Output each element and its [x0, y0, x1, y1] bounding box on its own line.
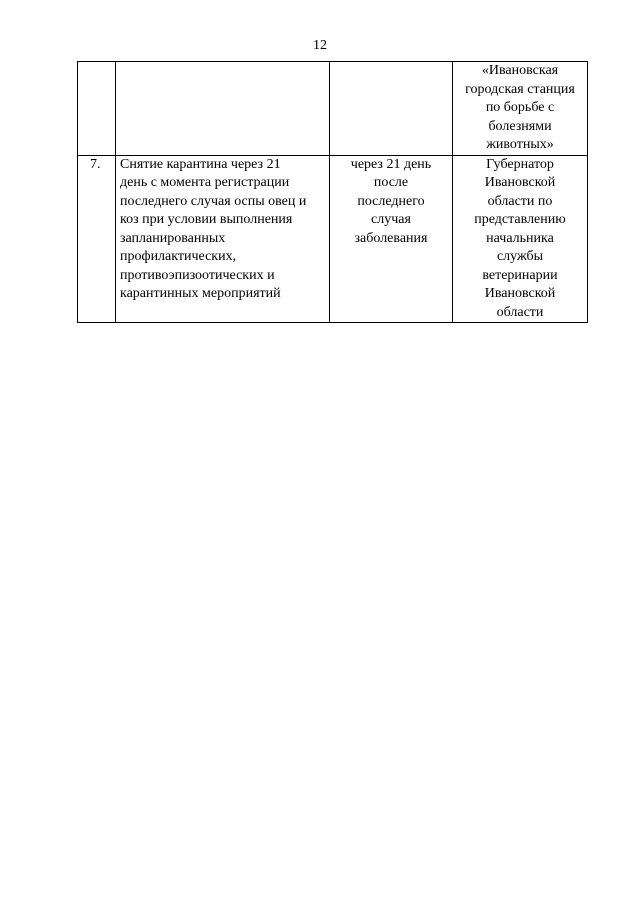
action-line: коз при условии выполнения: [120, 212, 293, 227]
responsible-line: «Ивановская: [481, 63, 559, 78]
action-cell: [116, 155, 330, 323]
timing-line: случая: [371, 212, 411, 227]
action-line: карантинных мероприятий: [120, 286, 281, 301]
responsible-cell: [453, 155, 588, 323]
row-number-cell: [78, 62, 116, 156]
timing-line: последнего: [357, 193, 425, 209]
responsible-line: ветеринарии: [482, 267, 558, 283]
responsible-line: городская станция: [465, 81, 575, 97]
responsible-line: болезнями: [488, 118, 552, 134]
responsible-line: Ивановской: [484, 175, 556, 190]
responsible-line: по борьбе с: [485, 100, 555, 115]
responsible-line: области: [496, 304, 544, 320]
timing-cell: [330, 62, 453, 156]
action-line: профилактических,: [120, 249, 237, 264]
responsible-line: представлению: [474, 212, 566, 227]
responsible-line: службы: [496, 249, 544, 264]
responsible-line: области по: [487, 193, 553, 209]
action-line: день с момента регистрации: [120, 175, 290, 190]
measures-table: [77, 61, 588, 323]
table-row: [78, 155, 588, 323]
timing-cell: [330, 155, 453, 323]
action-line: запланированных: [120, 230, 226, 246]
action-line: Снятие карантина через 21: [120, 156, 281, 172]
timing-line: через 21 день: [350, 156, 432, 172]
page-number: 12: [313, 38, 327, 53]
responsible-line: Ивановской: [484, 286, 556, 301]
timing-line: после: [373, 175, 409, 190]
action-line: последнего случая оспы овец и: [120, 193, 307, 209]
responsible-line: Губернатор: [486, 156, 554, 172]
responsible-line: начальника: [486, 230, 554, 246]
action-line: противоэпизоотических и: [120, 267, 275, 283]
responsible-cell: [453, 62, 588, 156]
row-number-cell: 7.: [78, 155, 116, 323]
table-row: [78, 62, 588, 156]
timing-line: заболевания: [354, 230, 428, 246]
responsible-line: животных»: [486, 137, 554, 152]
action-cell: [116, 62, 330, 156]
